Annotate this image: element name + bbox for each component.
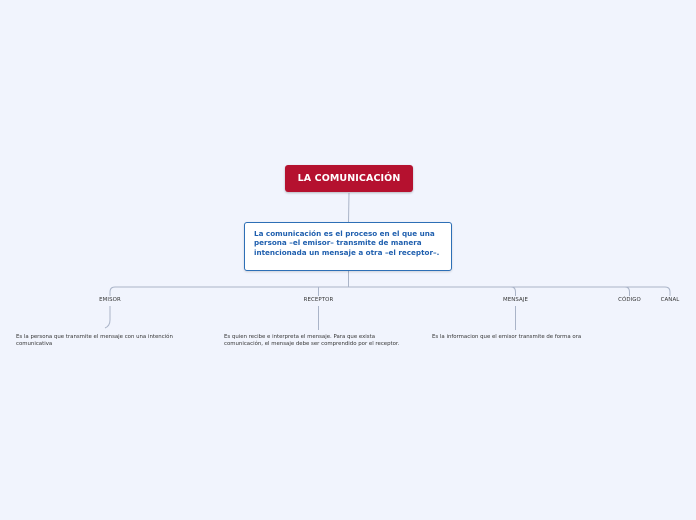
definition-node[interactable]	[244, 222, 452, 271]
branch-emisor[interactable]: EMISOR	[99, 297, 121, 303]
connector-mensaje	[511, 287, 516, 296]
connector-root-definition	[349, 193, 350, 222]
leaf-emisor-detail[interactable]: Es la persona que transmite el mensaje con una intención comunicativa	[16, 334, 173, 348]
connector-canal	[665, 287, 670, 296]
definition-text: La comunicación es el proceso en el que una persona –el emisor– transmite de manera intencionada un mensaje a otra –el receptor–.	[254, 229, 440, 257]
leaf-mensaje-detail[interactable]: Es la informacion que el emisor transmite de forma ora	[432, 334, 582, 340]
leaf-receptor-detail[interactable]: Es quien recibe e interpreta el mensaje. Para que exista comunicación, el mensaje debe ser comprendido por el receptor.	[224, 334, 400, 348]
root-node[interactable]	[285, 165, 413, 192]
connector-codigo	[625, 287, 630, 296]
root-title: LA COMUNICACIÓN	[297, 173, 401, 184]
branch-codigo[interactable]: CÓDIGO	[618, 297, 641, 303]
branch-mensaje[interactable]: MENSAJE	[503, 297, 528, 303]
branch-canal[interactable]: CANAL	[660, 297, 680, 303]
connector-emisor	[110, 287, 115, 296]
connector-emisor-detail	[105, 306, 110, 328]
branch-receptor[interactable]: RECEPTOR	[303, 297, 334, 303]
